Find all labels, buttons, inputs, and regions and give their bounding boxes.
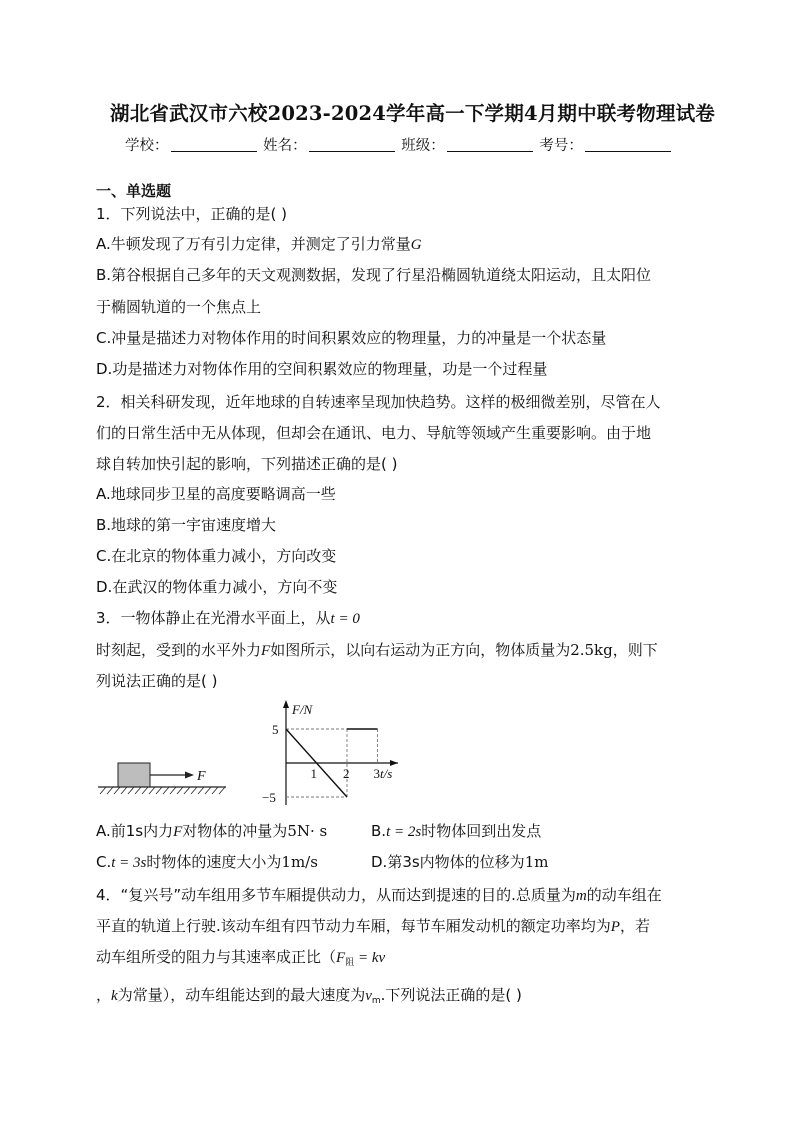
q4-stem-line4: ，k为常量），动车组能达到的最大速度为$v_m$.下列说法正确的是( )	[96, 986, 522, 1006]
q3-stem-line1: 3．一物体静止在光滑水平面上，从t = 0	[96, 609, 360, 627]
q3-option-d: D.第3s内物体的位移为1m	[371, 853, 549, 871]
q1-option-b-line1: B.第谷根据自己多年的天文观测数据，发现了行星沿椭圆轨道绕太阳运动，且太阳位	[96, 266, 652, 284]
x-tick-label-1: 1	[310, 766, 317, 781]
hatch-mark	[156, 787, 162, 794]
class-label: 班级：	[401, 138, 445, 154]
x-tick-label-3: 3	[373, 766, 380, 781]
q4-stem-line1: 4．“复兴号”动车组用多节车厢提供动力，从而达到提速的目的.总质量为m的动车组在	[96, 886, 662, 904]
hatch-mark	[149, 787, 155, 794]
hatch-mark	[177, 787, 183, 794]
x-tick-label-2: 2	[343, 766, 350, 781]
q2-stem-line2: 们的日常生活中无从体现，但却会在通讯、电力、导航等领域产生重要影响。由于地	[96, 424, 652, 442]
q3-stem-line2: 时刻起，受到的水平外力F如图所示，以向右运动为正方向，物体质量为2.5kg，则下	[96, 641, 658, 659]
hatch-mark	[107, 787, 113, 794]
hatch-mark	[100, 787, 106, 794]
y-axis-label: F/N	[292, 702, 313, 717]
force-label: F	[197, 769, 206, 784]
q2-option-b: B.地球的第一宇宙速度增大	[96, 516, 277, 534]
school-label: 学校：	[125, 138, 169, 154]
y-axis-arrow	[283, 700, 289, 708]
name-field[interactable]	[309, 137, 395, 152]
section-heading: 一、单选题	[96, 182, 172, 200]
hatch-mark	[114, 787, 120, 794]
block-diagram	[96, 757, 236, 797]
hatch-mark	[191, 787, 197, 794]
q4-stem-line2: 平直的轨道上行驶.该动车组有四节动力车厢，每节车厢发动机的额定功率均为P，若	[96, 917, 650, 935]
force-time-graph	[258, 697, 398, 813]
q3-option-b: B.t = 2s时物体回到出发点	[371, 822, 542, 840]
force-arrow-head	[185, 772, 194, 779]
student-info-line	[125, 135, 673, 157]
x-axis-label: t/s	[380, 766, 393, 781]
hatch-mark	[121, 787, 127, 794]
hatch-mark	[170, 787, 176, 794]
hatch-mark	[184, 787, 190, 794]
number-field[interactable]	[585, 137, 671, 152]
q2-option-c: C.在北京的物体重力减小，方向改变	[96, 547, 337, 565]
q3-stem-line3: 列说法正确的是( )	[96, 672, 218, 690]
hatch-mark	[142, 787, 148, 794]
hatch-mark	[212, 787, 218, 794]
q1-option-c: C.冲量是描述力对物体作用的时间积累效应的物理量，力的冲量是一个状态量	[96, 329, 607, 347]
q3-option-a: A.前1s内力F对物体的冲量为5N· s	[96, 822, 328, 840]
q2-option-d: D.在武汉的物体重力减小，方向不变	[96, 578, 338, 596]
q2-stem-line1: 2．相关科研发现，近年地球的自转速率呈现加快趋势。这样的极细微差别，尽管在人	[96, 393, 661, 411]
q2-option-a: A.地球同步卫星的高度要略调高一些	[96, 485, 336, 503]
number-label: 考号：	[539, 138, 583, 154]
y-tick-label-1: −5	[262, 790, 276, 805]
school-field[interactable]	[171, 137, 257, 152]
ground-hatch	[100, 787, 225, 794]
block	[118, 763, 150, 787]
name-label: 姓名：	[263, 138, 307, 154]
hatch-mark	[205, 787, 211, 794]
hatch-mark	[128, 787, 134, 794]
q1-option-a: A.牛顿发现了万有引力定律，并测定了引力常量G	[96, 235, 422, 253]
q1-option-b-line2: 于椭圆轨道的一个焦点上	[96, 298, 262, 316]
q4-stem-line3: 动车组所受的阻力与其速率成正比（$F_阻$ = kv	[96, 948, 386, 968]
hatch-mark	[198, 787, 204, 794]
q3-option-c: C.t = 3s时物体的速度大小为1m/s	[96, 853, 318, 871]
page-title: 湖北省武汉市六校2023-2024学年高一下学期4月期中联考物理试卷	[110, 102, 716, 125]
hatch-mark	[219, 787, 225, 794]
q1-option-d: D.功是描述力对物体作用的空间积累效应的物理量，功是一个过程量	[96, 360, 548, 378]
hatch-mark	[135, 787, 141, 794]
y-tick-label-0: 5	[272, 722, 279, 737]
hatch-mark	[163, 787, 169, 794]
q2-stem-line3: 球自转加快引起的影响，下列描述正确的是( )	[96, 455, 398, 473]
class-field[interactable]	[447, 137, 533, 152]
q1-stem: 1．下列说法中，正确的是( )	[96, 205, 288, 223]
